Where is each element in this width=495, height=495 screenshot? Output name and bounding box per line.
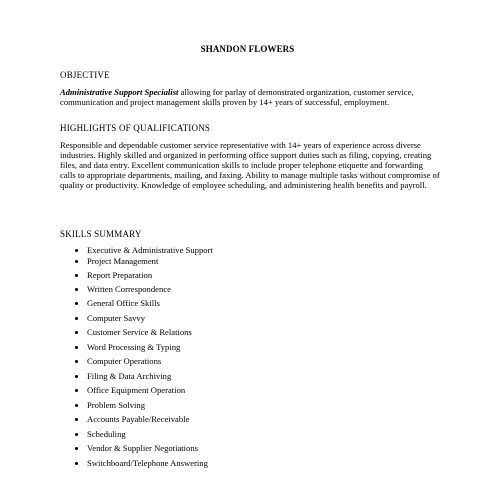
bullet-icon [75, 260, 78, 263]
skill-item [72, 414, 189, 424]
bullet-icon [75, 249, 78, 252]
skill-item [72, 245, 213, 255]
objective-paragraph [60, 87, 440, 107]
bullet-icon [75, 462, 78, 465]
bullet-icon [75, 433, 78, 436]
skill-item [72, 385, 185, 395]
bullet-icon [75, 389, 78, 392]
skill-item [72, 270, 152, 280]
bullet-icon [75, 288, 78, 291]
skill-label: Project Management [87, 256, 159, 266]
skills-heading: SKILLS SUMMARY [60, 229, 142, 239]
bullet-icon [75, 375, 78, 378]
skill-label: General Office Skills [87, 298, 160, 308]
bullet-icon [75, 346, 78, 349]
skill-label: Written Correspondence [87, 284, 171, 294]
skill-item [72, 400, 145, 410]
highlights-paragraph: Responsible and dependable customer service representative with 14+ years of experience across diverse industries. Highly skilled and organized in performing office support duties such as filing, copying, creating files, and data entry. Excellent communication skills to include proper telephone etiquette and forwarding calls to appropriate departments, mailing, and faxing. Ability to manage multiple tasks without compromise of quality or productivity. Knowledge of employee scheduling, and administering health benefits and payroll. [60, 140, 440, 190]
objective-heading: OBJECTIVE [60, 70, 110, 80]
bullet-icon [75, 447, 78, 450]
skill-item [72, 342, 180, 352]
skill-label: Computer Operations [87, 356, 162, 366]
skill-item [72, 256, 158, 266]
bullet-icon [75, 302, 78, 305]
skill-label: Office Equipment Operation [87, 385, 186, 395]
bullet-icon [75, 331, 78, 334]
bullet-icon [75, 360, 78, 363]
skill-label: Word Processing & Typing [87, 342, 181, 352]
bullet-icon [75, 404, 78, 407]
skill-item [72, 298, 160, 308]
skill-label: Executive & Administrative Support [87, 245, 213, 255]
objective-text: allowing for parlay of demonstrated organization, customer service, communication and project management skills proven by 14+ years of successful, employment. [60, 87, 414, 107]
skill-label: Vendor & Supplier Negotiations [87, 443, 198, 453]
bullet-icon [75, 274, 78, 277]
skill-item [72, 443, 198, 453]
skill-item [72, 327, 192, 337]
skill-label: Accounts Payable/Receivable [87, 414, 190, 424]
skill-label: Computer Savvy [87, 313, 146, 323]
skill-item [72, 356, 161, 366]
skill-label: Filing & Data Archiving [87, 371, 172, 381]
skill-item [72, 371, 171, 381]
skill-item [72, 429, 126, 439]
highlights-heading: HIGHLIGHTS OF QUALIFICATIONS [60, 123, 211, 133]
skill-item [72, 458, 208, 468]
skill-label: Scheduling [87, 429, 126, 439]
bullet-icon [75, 418, 78, 421]
skill-label: Problem Solving [87, 400, 146, 410]
resume-name: SHANDON FLOWERS [200, 44, 295, 54]
skill-item [72, 313, 145, 323]
skill-label: Report Preparation [87, 270, 153, 280]
skill-label: Customer Service & Relations [87, 327, 192, 337]
skill-label: Switchboard/Telephone Answering [87, 458, 208, 468]
skill-item [72, 284, 171, 294]
objective-title: Administrative Support Specialist [60, 87, 179, 97]
bullet-icon [75, 317, 78, 320]
